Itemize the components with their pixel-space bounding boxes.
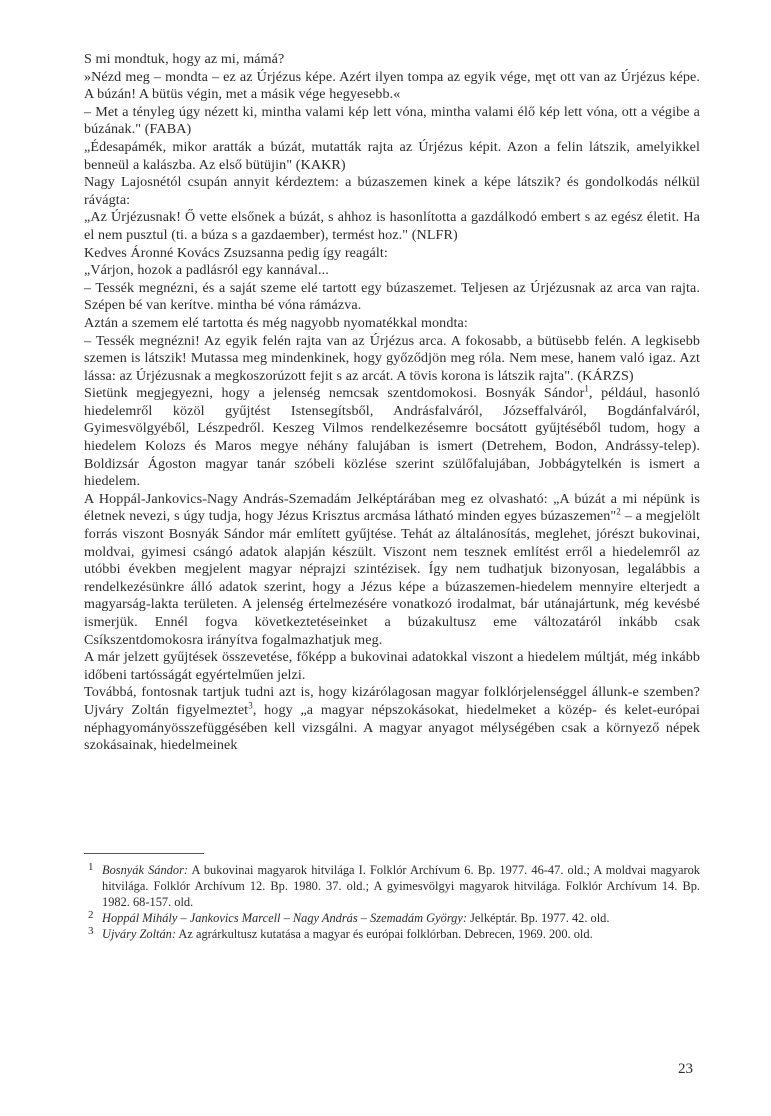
- page-number: 23: [678, 1061, 693, 1077]
- footnote-text: Jelképtár. Bp. 1977. 42. old.: [467, 911, 610, 925]
- footnote-number: 1: [88, 861, 94, 873]
- paragraph: „Várjon, hozok a padlásról egy kannával...: [84, 262, 329, 279]
- paragraph: »Nézd meg – mondta – ez az Úrjézus képe. Azért ilyen tompa az egyik vége, męt ott van az Úrjézus képe. A búzán! A bütüs végin, met a másik vége hegyesebb.«: [84, 68, 700, 103]
- paragraph-ujvary: [84, 684, 700, 754]
- text-span: – a megjelölt forrás viszont Bosnyák Sándor már említett gyűjtése. Tehát az általánosítás, meglehet, jórészt bukovinai, moldvai, gyimesi csángó adatok alapján készült. Viszont nem tesznek említést erről a hiedelemről az utóbbi években megjelent magyar néprajzi szintézisek. Így nem tudhatjuk bizonyosan, legalábbis a rendelkezésünkre álló adatok szerint, hogy a Jézus képe a búzaszemen-hiedelem mennyire elterjedt a magyarság-lakta területen. A jelenség értelmezésére vonatkozó irodalmat, bár utánajártunk, még kevésbé ismerjük. Ennél fogva következtetéseinket a búzakultusz eme változatáról inkább csak Csíkszentdomokosra irányítva fogalmazhatjuk meg.: [84, 508, 700, 648]
- footnote-number: 3: [88, 925, 94, 937]
- paragraph: A már jelzett gyűjtések összevetése, főképp a bukovinai adatokkal viszont a hiedelem múltját, még inkább időbeni tartósságát egyértelműen jelzi.: [84, 649, 700, 683]
- paragraph: Kedves Áronné Kovács Zsuzsanna pedig így reagált:: [84, 244, 388, 261]
- paragraph: – Met a tényleg úgy nézett ki, mintha valami kép lett vóna, mintha valami élő kép lett vóna, ott a végibe a búzának." (FABA): [84, 103, 700, 138]
- footnote: [84, 910, 700, 926]
- footnote: [84, 862, 700, 910]
- paragraph: – Tessék megnézni, és a saját szeme elé tartott egy búzaszemet. Teljesen az Úrjézusnak az arca van rajta. Szépen bé van kerítve. mintha bé vóna rámázva.: [84, 279, 700, 314]
- footnote-text: A bukovinai magyarok hitvilága I. Folklór Archívum 6. Bp. 1977. 46-47. old.; A moldvai magyarok hitvilága. Folklór Archívum 12. Bp. 1980. 37. old.; A gyimesvölgyi magyarok hitvilága. Folklór Archívum 14. Bp. 1982. 68-157. old.: [102, 863, 701, 909]
- paragraph: „Az Úrjézusnak! Ő vette elsőnek a búzát, s ahhoz is hasonlította a gazdálkodó embert s az egész életit. Ha el nem pusztul (ti. a búza s a gazdaember), termést hoz." (NLFR): [84, 209, 700, 243]
- paragraph-hoppal: [84, 491, 700, 649]
- footnote: [84, 926, 700, 942]
- paragraph: „Édesapámék, mikor aratták a búzát, mutatták rajta az Úrjézus képit. Azon a felin látszik, amelyikkel benneül a kalászba. Az első bütüjin" (KAKR): [84, 138, 700, 173]
- footnote-ref: 1: [584, 383, 590, 394]
- footnote-divider: [84, 853, 204, 854]
- text-span: Továbbá, fontosnak tartjuk tudni azt is, hogy kizárólagosan magyar folklórjelenséggel állunk-e szemben? Ujváry Zoltán figyelmeztet: [84, 684, 700, 718]
- footnote-number: 2: [88, 909, 94, 921]
- paragraph: – Tessék megnézni! Az egyik felén rajta van az Úrjézus arca. A fokosabb, a bütüsebb felén. A legkisebb szemen is látszik! Mutassa meg mindenkinek, hogy győződjön meg róla. Nem mese, hanem való igaz. Azt lássa: az Úrjézusnak a megkoszorúzott fejit s az arcát. A tövis korona is látszik rajta". (KÁRZS): [84, 332, 700, 384]
- paragraph: Aztán a szemem elé tartotta és még nagyobb nyomatékkal mondta:: [84, 314, 468, 331]
- paragraph-bosnyak: [84, 385, 700, 491]
- text-span: , hogy „a magyar népszokásokat, hiedelmeket a közép- és kelet-európai néphagyományösszefüggésében kell vizsgálni. A magyar anyagot mélységében csak a környező népek szokásainak, hiedelmeinek: [84, 701, 700, 754]
- text-span: A Hoppál-Jankovics-Nagy András-Szemadám Jelképtárában meg ez olvasható: „A búzát a mi népünk is életnek nevezi, s úgy tudja, hogy Jézus Krisztus arcmása látható minden egyes búzaszemen": [84, 490, 700, 525]
- paragraph: Nagy Lajosnétól csupán annyit kérdeztem: a búzaszemen kinek a képe látszik? és gondolkodás nélkül rávágta:: [84, 174, 700, 208]
- text-span: Sietünk megjegyezni, hogy a jelenség nemcsak szentdomokosi. Bosnyák Sándor: [84, 385, 585, 402]
- footnote-ref: 3: [248, 700, 253, 711]
- text-span: , például, hasonló hiedelemről közöl gyűjtést Istensegítsből, Andrásfalváról, Józseffalváról, Bogdánfalváról, Gyimesvölgyéből, Lészpedről. Keszeg Vilmos rendelkezésemre bocsátott gyűjtéséből tudom, hogy a hiedelem Kolozs és Maros megye néhány falujában is ismert (Detrehem, Bodon, Andrássy-telep). Boldizsár Ágoston magyar tanár szóbeli közlése szerint szülőfalujában, Jobbágytelkén is ismert a hiedelem.: [84, 385, 700, 490]
- footnote-text: Az agrárkultusz kutatása a magyar és európai folklórban. Debrecen, 1969. 200. old.: [176, 927, 593, 941]
- footnote-author: Hoppál Mihály – Jankovics Marcell – Nagy András – Szemadám György:: [102, 911, 467, 925]
- footnote-author: Ujváry Zoltán:: [102, 927, 176, 941]
- body-text: [84, 51, 700, 755]
- footnotes: [84, 862, 700, 942]
- paragraph: S mi mondtuk, hogy az mi, mámá?: [84, 51, 285, 67]
- footnote-author: Bosnyák Sándor:: [102, 863, 189, 877]
- footnote-ref: 2: [616, 506, 621, 517]
